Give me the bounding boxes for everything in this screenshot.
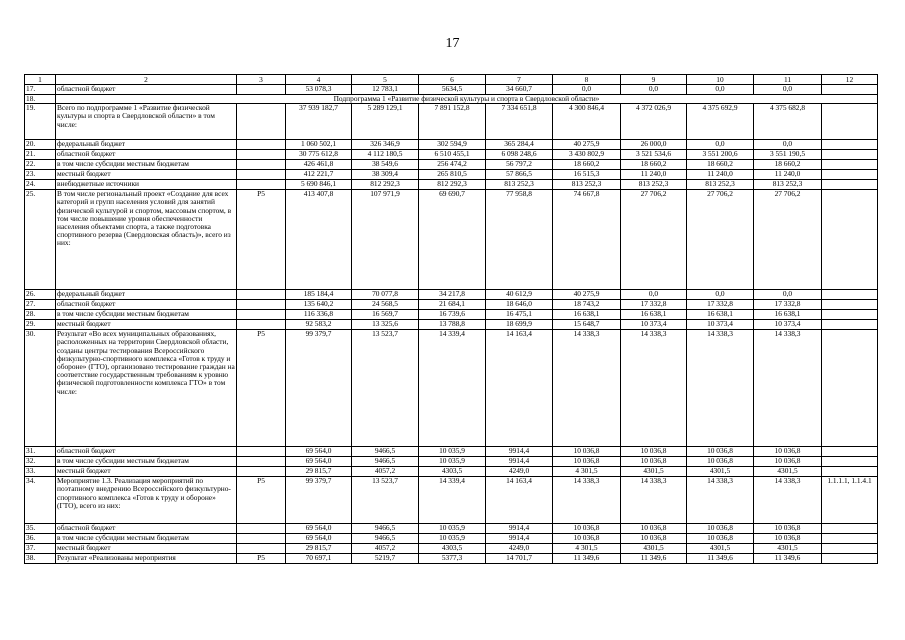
value-cell: 4301,5 xyxy=(621,544,687,554)
value-cell: 4301,5 xyxy=(754,544,822,554)
table-row xyxy=(25,160,878,170)
value-cell: 4301,5 xyxy=(687,467,754,477)
table-row xyxy=(25,320,878,330)
value-cell: 13 325,6 xyxy=(352,320,419,330)
value-cell: 11 349,6 xyxy=(754,554,822,564)
value-cell: 4 301,5 xyxy=(553,467,621,477)
row-number: 34. xyxy=(25,477,56,524)
row-number: 32. xyxy=(25,457,56,467)
target-indicator xyxy=(822,85,878,95)
row-name: в том числе субсидии местным бюджетам xyxy=(56,310,237,320)
table-row xyxy=(25,140,878,150)
value-cell: 14 163,4 xyxy=(486,330,553,447)
project-code: P5 xyxy=(237,330,286,447)
value-cell: 7 334 651,8 xyxy=(486,104,553,140)
value-cell: 10 036,8 xyxy=(553,524,621,534)
value-cell: 10 036,8 xyxy=(687,524,754,534)
row-name: Результат «Реализованы мероприятия xyxy=(56,554,237,564)
target-indicator xyxy=(822,290,878,300)
value-cell: 3 521 534,6 xyxy=(621,150,687,160)
value-cell: 24 568,5 xyxy=(352,300,419,310)
value-cell: 185 184,4 xyxy=(286,290,352,300)
project-code xyxy=(237,544,286,554)
target-indicator xyxy=(822,330,878,447)
table-row xyxy=(25,467,878,477)
project-code xyxy=(237,524,286,534)
value-cell: 813 252,3 xyxy=(754,180,822,190)
value-cell: 11 240,0 xyxy=(621,170,687,180)
value-cell: 5219,7 xyxy=(352,554,419,564)
value-cell: 0,0 xyxy=(754,140,822,150)
header-cell: 7 xyxy=(486,75,553,85)
value-cell: 13 523,7 xyxy=(352,330,419,447)
value-cell: 17 332,8 xyxy=(687,300,754,310)
table-row xyxy=(25,104,878,140)
target-indicator xyxy=(822,190,878,290)
value-cell: 9914,4 xyxy=(486,524,553,534)
value-cell: 99 379,7 xyxy=(286,330,352,447)
value-cell: 69 564,0 xyxy=(286,534,352,544)
row-number: 18. xyxy=(25,95,56,104)
header-cell: 2 xyxy=(56,75,237,85)
value-cell: 18 699,9 xyxy=(486,320,553,330)
value-cell: 37 939 182,7 xyxy=(286,104,352,140)
target-indicator xyxy=(822,467,878,477)
table-row xyxy=(25,190,878,290)
value-cell: 11 349,6 xyxy=(687,554,754,564)
row-number: 26. xyxy=(25,290,56,300)
value-cell: 4301,5 xyxy=(687,544,754,554)
row-number: 19. xyxy=(25,104,56,140)
row-number: 27. xyxy=(25,300,56,310)
value-cell: 9466,5 xyxy=(352,457,419,467)
value-cell: 69 690,7 xyxy=(419,190,486,290)
project-code xyxy=(237,534,286,544)
value-cell: 10 036,8 xyxy=(621,457,687,467)
value-cell: 14 338,3 xyxy=(621,330,687,447)
value-cell: 16 638,1 xyxy=(553,310,621,320)
value-cell: 4 301,5 xyxy=(553,544,621,554)
value-cell: 21 684,1 xyxy=(419,300,486,310)
row-number: 24. xyxy=(25,180,56,190)
target-indicator xyxy=(822,300,878,310)
target-indicator xyxy=(822,320,878,330)
value-cell: 74 667,8 xyxy=(553,190,621,290)
value-cell: 265 810,5 xyxy=(419,170,486,180)
value-cell: 11 349,6 xyxy=(621,554,687,564)
row-name: областной бюджет xyxy=(56,447,237,457)
row-number: 28. xyxy=(25,310,56,320)
header-cell: 9 xyxy=(621,75,687,85)
header-cell: 11 xyxy=(754,75,822,85)
target-indicator xyxy=(822,554,878,564)
value-cell: 0,0 xyxy=(621,85,687,95)
table-row xyxy=(25,457,878,467)
target-indicator xyxy=(822,150,878,160)
value-cell: 29 815,7 xyxy=(286,467,352,477)
value-cell: 0,0 xyxy=(687,290,754,300)
row-name: местный бюджет xyxy=(56,544,237,554)
value-cell: 16 638,1 xyxy=(687,310,754,320)
project-code xyxy=(237,290,286,300)
value-cell: 10 035,9 xyxy=(419,534,486,544)
value-cell: 302 594,9 xyxy=(419,140,486,150)
table-row xyxy=(25,85,878,95)
value-cell: 4303,5 xyxy=(419,544,486,554)
target-indicator xyxy=(822,140,878,150)
value-cell: 40 275,9 xyxy=(553,140,621,150)
value-cell: 4057,2 xyxy=(352,467,419,477)
value-cell: 10 036,8 xyxy=(754,524,822,534)
row-name: в том числе субсидии местным бюджетам xyxy=(56,534,237,544)
value-cell: 4 372 026,9 xyxy=(621,104,687,140)
value-cell: 18 646,0 xyxy=(486,300,553,310)
value-cell: 10 036,8 xyxy=(621,524,687,534)
target-indicator xyxy=(822,104,878,140)
project-code xyxy=(237,447,286,457)
header-row xyxy=(25,75,878,85)
value-cell: 9914,4 xyxy=(486,457,553,467)
project-code xyxy=(237,457,286,467)
value-cell: 17 332,8 xyxy=(754,300,822,310)
value-cell: 10 036,8 xyxy=(621,447,687,457)
value-cell: 9466,5 xyxy=(352,534,419,544)
row-name: областной бюджет xyxy=(56,150,237,160)
project-code xyxy=(237,320,286,330)
target-indicator xyxy=(822,170,878,180)
value-cell: 34 660,7 xyxy=(486,85,553,95)
value-cell: 14 338,3 xyxy=(621,477,687,524)
value-cell: 4303,5 xyxy=(419,467,486,477)
value-cell: 10 036,8 xyxy=(553,534,621,544)
value-cell: 16 569,7 xyxy=(352,310,419,320)
value-cell: 10 036,8 xyxy=(621,534,687,544)
value-cell: 5 289 129,1 xyxy=(352,104,419,140)
value-cell: 14 338,3 xyxy=(687,330,754,447)
value-cell: 27 706,2 xyxy=(687,190,754,290)
value-cell: 4249,0 xyxy=(486,544,553,554)
value-cell: 812 292,3 xyxy=(419,180,486,190)
row-name: местный бюджет xyxy=(56,170,237,180)
table-row xyxy=(25,300,878,310)
value-cell: 16 638,1 xyxy=(754,310,822,320)
value-cell: 1 060 502,1 xyxy=(286,140,352,150)
header-cell: 6 xyxy=(419,75,486,85)
value-cell: 9914,4 xyxy=(486,447,553,457)
row-name: областной бюджет xyxy=(56,524,237,534)
row-name: федеральный бюджет xyxy=(56,140,237,150)
value-cell: 5377,3 xyxy=(419,554,486,564)
value-cell: 99 379,7 xyxy=(286,477,352,524)
value-cell: 813 252,3 xyxy=(486,180,553,190)
value-cell: 14 163,4 xyxy=(486,477,553,524)
row-name: в том числе субсидии местным бюджетам xyxy=(56,160,237,170)
value-cell: 92 583,2 xyxy=(286,320,352,330)
row-number: 31. xyxy=(25,447,56,457)
value-cell: 69 564,0 xyxy=(286,447,352,457)
target-indicator xyxy=(822,544,878,554)
value-cell: 26 000,0 xyxy=(621,140,687,150)
table-row xyxy=(25,290,878,300)
project-code xyxy=(237,180,286,190)
table-row xyxy=(25,330,878,447)
project-code: P5 xyxy=(237,554,286,564)
value-cell: 4 375 682,8 xyxy=(754,104,822,140)
target-indicator xyxy=(822,447,878,457)
row-number: 36. xyxy=(25,534,56,544)
value-cell: 10 035,9 xyxy=(419,447,486,457)
row-name: Мероприятие 1.3. Реализация мероприятий по поэтапному внедрению Всероссийского физкультурно-спортивного комплекса «Готов к труду и обороне» (ГТО), всего из них: xyxy=(56,477,237,524)
value-cell: 57 866,5 xyxy=(486,170,553,180)
value-cell: 813 252,3 xyxy=(621,180,687,190)
value-cell: 10 373,4 xyxy=(621,320,687,330)
target-indicator xyxy=(822,180,878,190)
value-cell: 3 551 190,5 xyxy=(754,150,822,160)
value-cell: 14 338,3 xyxy=(553,330,621,447)
target-indicator xyxy=(822,310,878,320)
value-cell: 18 660,2 xyxy=(553,160,621,170)
value-cell: 426 461,8 xyxy=(286,160,352,170)
value-cell: 0,0 xyxy=(687,140,754,150)
row-name: в том числе субсидии местным бюджетам xyxy=(56,457,237,467)
row-number: 21. xyxy=(25,150,56,160)
value-cell: 812 292,3 xyxy=(352,180,419,190)
section-title: Подпрограмма 1 «Развитие физической культуры и спорта в Свердловской области» xyxy=(56,95,878,104)
target-indicator xyxy=(822,457,878,467)
value-cell: 10 373,4 xyxy=(754,320,822,330)
table-row xyxy=(25,170,878,180)
value-cell: 13 788,8 xyxy=(419,320,486,330)
value-cell: 14 339,4 xyxy=(419,477,486,524)
value-cell: 0,0 xyxy=(754,290,822,300)
project-code xyxy=(237,140,286,150)
value-cell: 11 349,6 xyxy=(553,554,621,564)
target-indicator xyxy=(822,160,878,170)
row-name: Всего по подпрограмме 1 «Развитие физической культуры и спорта в Свердловской области» в том числе: xyxy=(56,104,237,140)
value-cell: 9466,5 xyxy=(352,524,419,534)
value-cell: 4 375 692,9 xyxy=(687,104,754,140)
value-cell: 0,0 xyxy=(754,85,822,95)
value-cell: 813 252,3 xyxy=(687,180,754,190)
table-row xyxy=(25,534,878,544)
table-row xyxy=(25,180,878,190)
row-name: областной бюджет xyxy=(56,300,237,310)
project-code xyxy=(237,160,286,170)
value-cell: 18 743,2 xyxy=(553,300,621,310)
row-number: 30. xyxy=(25,330,56,447)
value-cell: 365 284,4 xyxy=(486,140,553,150)
row-name: В том числе региональный проект «Создание для всех категорий и групп населения условий для занятий физической культурой и спортом, массовым спортом, в том числе повышение уровня обеспеченности населения объектами спорта, а также подготовка спортивного резерва (Свердловская область)», всего из них: xyxy=(56,190,237,290)
header-cell: 10 xyxy=(687,75,754,85)
value-cell: 14 701,7 xyxy=(486,554,553,564)
table-row xyxy=(25,95,878,104)
project-code xyxy=(237,300,286,310)
value-cell: 256 474,2 xyxy=(419,160,486,170)
value-cell: 40 275,9 xyxy=(553,290,621,300)
header-cell: 5 xyxy=(352,75,419,85)
value-cell: 5 690 846,1 xyxy=(286,180,352,190)
value-cell: 10 036,8 xyxy=(687,457,754,467)
value-cell: 10 036,8 xyxy=(754,457,822,467)
value-cell: 10 035,9 xyxy=(419,524,486,534)
row-number: 33. xyxy=(25,467,56,477)
page-number: 17 xyxy=(445,36,460,51)
value-cell: 29 815,7 xyxy=(286,544,352,554)
value-cell: 7 891 152,8 xyxy=(419,104,486,140)
header-cell: 1 xyxy=(25,75,56,85)
value-cell: 18 660,2 xyxy=(754,160,822,170)
value-cell: 38 549,6 xyxy=(352,160,419,170)
row-number: 20. xyxy=(25,140,56,150)
value-cell: 27 706,2 xyxy=(754,190,822,290)
value-cell: 813 252,3 xyxy=(553,180,621,190)
project-code xyxy=(237,170,286,180)
row-name: областной бюджет xyxy=(56,85,237,95)
value-cell: 16 515,3 xyxy=(553,170,621,180)
row-name: Результат «Во всех муниципальных образованиях, расположенных на территории Свердловской области, созданы центры тестирования Всероссийского физкультурно-спортивного комплекса «Готов к труду и обороне» (ГТО), организовано тестирование граждан на соответствие государственным требованиям к уровню физической подготовленности комплекса ГТО» в том числе: xyxy=(56,330,237,447)
value-cell: 4301,5 xyxy=(621,467,687,477)
project-code: P5 xyxy=(237,190,286,290)
value-cell: 30 775 612,8 xyxy=(286,150,352,160)
value-cell: 413 407,8 xyxy=(286,190,352,290)
value-cell: 14 338,3 xyxy=(754,330,822,447)
row-number: 22. xyxy=(25,160,56,170)
value-cell: 14 338,3 xyxy=(553,477,621,524)
value-cell: 11 240,0 xyxy=(687,170,754,180)
value-cell: 10 036,8 xyxy=(553,457,621,467)
value-cell: 18 660,2 xyxy=(687,160,754,170)
value-cell: 15 648,7 xyxy=(553,320,621,330)
value-cell: 326 346,9 xyxy=(352,140,419,150)
value-cell: 0,0 xyxy=(553,85,621,95)
project-code: P5 xyxy=(237,477,286,524)
value-cell: 14 338,3 xyxy=(754,477,822,524)
target-indicator xyxy=(822,524,878,534)
value-cell: 12 783,1 xyxy=(352,85,419,95)
value-cell: 6 098 248,6 xyxy=(486,150,553,160)
row-number: 25. xyxy=(25,190,56,290)
row-number: 35. xyxy=(25,524,56,534)
row-name: местный бюджет xyxy=(56,467,237,477)
value-cell: 13 523,7 xyxy=(352,477,419,524)
value-cell: 40 612,9 xyxy=(486,290,553,300)
value-cell: 3 551 200,6 xyxy=(687,150,754,160)
table-row xyxy=(25,554,878,564)
value-cell: 10 036,8 xyxy=(687,534,754,544)
value-cell: 0,0 xyxy=(621,290,687,300)
value-cell: 135 640,2 xyxy=(286,300,352,310)
value-cell: 38 309,4 xyxy=(352,170,419,180)
value-cell: 10 036,8 xyxy=(754,447,822,457)
value-cell: 10 035,9 xyxy=(419,457,486,467)
table-row xyxy=(25,150,878,160)
row-number: 17. xyxy=(25,85,56,95)
value-cell: 0,0 xyxy=(687,85,754,95)
header-cell: 8 xyxy=(553,75,621,85)
value-cell: 69 564,0 xyxy=(286,457,352,467)
value-cell: 10 036,8 xyxy=(687,447,754,457)
value-cell: 27 706,2 xyxy=(621,190,687,290)
value-cell: 107 971,9 xyxy=(352,190,419,290)
row-name: федеральный бюджет xyxy=(56,290,237,300)
value-cell: 10 036,8 xyxy=(553,447,621,457)
budget-table xyxy=(24,74,878,564)
row-name: местный бюджет xyxy=(56,320,237,330)
value-cell: 10 036,8 xyxy=(754,534,822,544)
value-cell: 77 958,8 xyxy=(486,190,553,290)
value-cell: 10 373,4 xyxy=(687,320,754,330)
value-cell: 56 797,2 xyxy=(486,160,553,170)
value-cell: 53 078,3 xyxy=(286,85,352,95)
project-code xyxy=(237,310,286,320)
table-row xyxy=(25,544,878,554)
value-cell: 16 739,6 xyxy=(419,310,486,320)
value-cell: 16 475,1 xyxy=(486,310,553,320)
value-cell: 69 564,0 xyxy=(286,524,352,534)
value-cell: 70 697,1 xyxy=(286,554,352,564)
value-cell: 14 339,4 xyxy=(419,330,486,447)
value-cell: 116 336,8 xyxy=(286,310,352,320)
header-cell: 4 xyxy=(286,75,352,85)
header-cell: 12 xyxy=(822,75,878,85)
table-row xyxy=(25,447,878,457)
value-cell: 18 660,2 xyxy=(621,160,687,170)
value-cell: 9466,5 xyxy=(352,447,419,457)
row-name: внебюджетные источники xyxy=(56,180,237,190)
project-code xyxy=(237,467,286,477)
project-code xyxy=(237,104,286,140)
value-cell: 11 240,0 xyxy=(754,170,822,180)
value-cell: 14 338,3 xyxy=(687,477,754,524)
target-indicator xyxy=(822,534,878,544)
value-cell: 9914,4 xyxy=(486,534,553,544)
table-row xyxy=(25,524,878,534)
project-code xyxy=(237,150,286,160)
row-number: 23. xyxy=(25,170,56,180)
row-number: 29. xyxy=(25,320,56,330)
value-cell: 6 510 455,1 xyxy=(419,150,486,160)
table-row xyxy=(25,477,878,524)
value-cell: 5634,5 xyxy=(419,85,486,95)
value-cell: 4 300 846,4 xyxy=(553,104,621,140)
row-number: 38. xyxy=(25,554,56,564)
value-cell: 17 332,8 xyxy=(621,300,687,310)
value-cell: 3 430 802,9 xyxy=(553,150,621,160)
value-cell: 16 638,1 xyxy=(621,310,687,320)
table-row xyxy=(25,310,878,320)
value-cell: 4301,5 xyxy=(754,467,822,477)
value-cell: 4249,0 xyxy=(486,467,553,477)
value-cell: 70 077,8 xyxy=(352,290,419,300)
value-cell: 412 221,7 xyxy=(286,170,352,180)
project-code xyxy=(237,85,286,95)
row-number: 37. xyxy=(25,544,56,554)
target-indicator: 1.1.1.1, 1.1.4.1 xyxy=(822,477,878,524)
value-cell: 4057,2 xyxy=(352,544,419,554)
value-cell: 4 112 180,5 xyxy=(352,150,419,160)
value-cell: 34 217,8 xyxy=(419,290,486,300)
header-cell: 3 xyxy=(237,75,286,85)
